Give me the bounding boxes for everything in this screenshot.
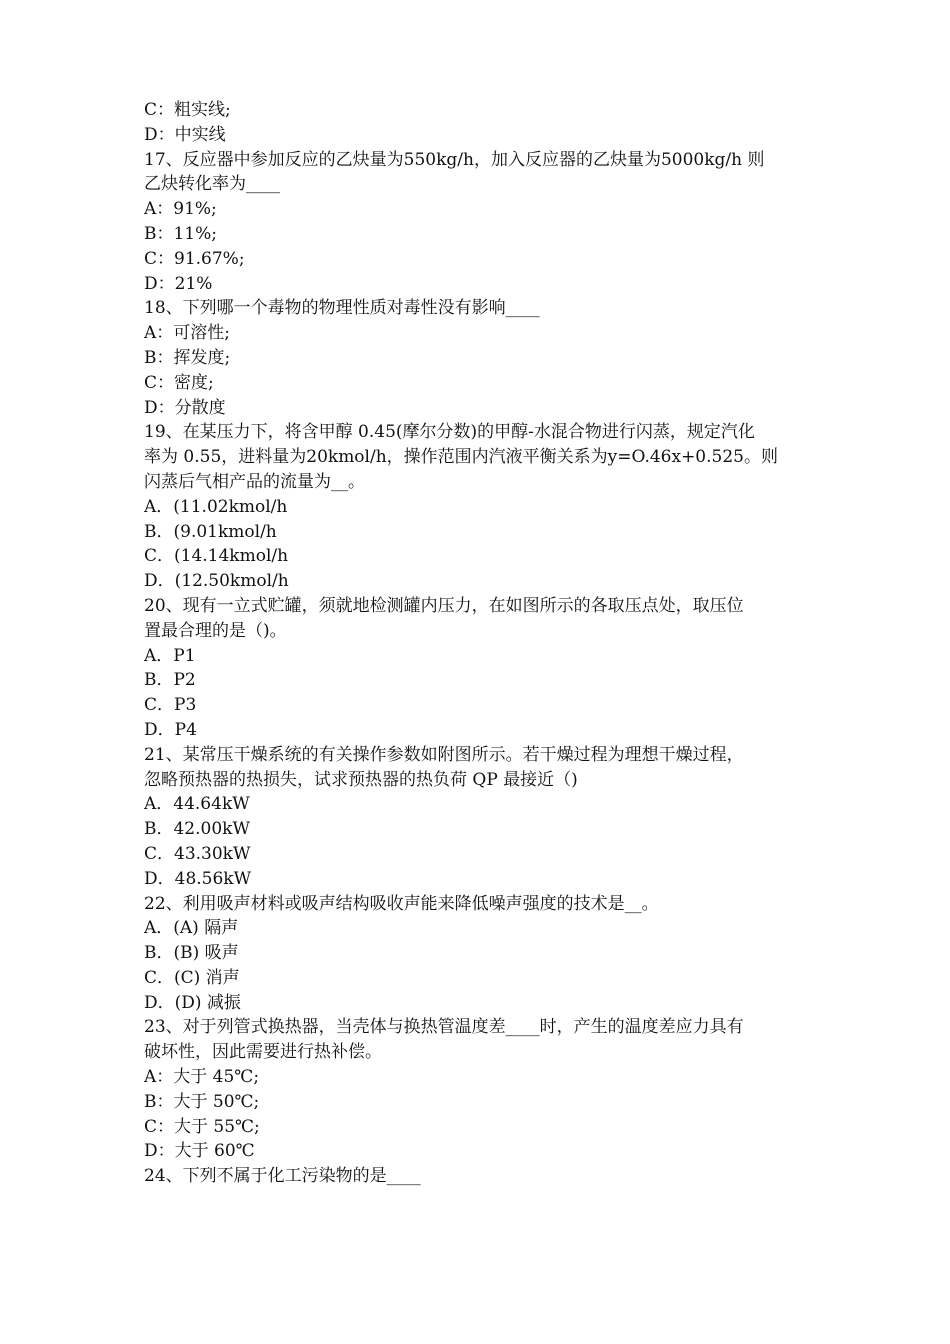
option-c: C．43.30kW — [144, 843, 251, 864]
text-line: 率为 0.55，进料量为20kmol/h，操作范围内汽液平衡关系为y=O.46x+0.525。则 — [144, 447, 778, 468]
text-line: C：粗实线; — [144, 100, 231, 120]
option-c: C．(14.14kmol/h — [144, 546, 289, 567]
option-b: B：11%; — [144, 223, 218, 244]
option-b: B．P2 — [144, 670, 196, 691]
option-d: D．(12.50kmol/h — [144, 571, 289, 592]
text-line: 闪蒸后气相产品的流量为__。 — [144, 471, 365, 492]
option-c: C．P3 — [144, 695, 197, 716]
question-24-stem: 24、下列不属于化工污染物的是____ — [144, 1166, 421, 1187]
text-line: 置最合理的是（)。 — [144, 620, 287, 641]
text-line: 乙炔转化率为____ — [144, 174, 280, 195]
question-17-stem: 17、反应器中参加反应的乙炔量为550kg/h，加入反应器的乙炔量为5000kg/h 则 — [144, 149, 765, 170]
option-b: B．(B) 吸声 — [144, 943, 239, 964]
question-20-stem: 20、现有一立式贮罐，须就地检测罐内压力，在如图所示的各取压点处，取压位 — [144, 595, 744, 616]
option-c: C．(C) 消声 — [144, 967, 240, 988]
option-c: C：91.67%; — [144, 248, 245, 269]
option-a: A．44.64kW — [144, 794, 250, 815]
option-a: A．P1 — [144, 645, 196, 666]
option-d: D．P4 — [144, 719, 197, 740]
option-d: D．(D) 减振 — [144, 992, 241, 1013]
text-line: 忽略预热器的热损失，试求预热器的热负荷 QP 最接近（) — [144, 769, 578, 790]
option-d: D：21% — [144, 273, 213, 294]
document-page — [144, 98, 824, 1189]
option-d: D．48.56kW — [144, 868, 252, 889]
text-line: 破坏性，因此需要进行热补偿。 — [144, 1042, 382, 1063]
option-b: B．42.00kW — [144, 819, 250, 840]
option-b: B：挥发度; — [144, 347, 231, 368]
option-d: D：大于 60℃ — [144, 1141, 255, 1162]
question-23-stem: 23、对于列管式换热器，当壳体与换热管温度差____时，产生的温度差应力具有 — [144, 1017, 744, 1038]
option-a: A：91%; — [144, 199, 217, 220]
option-a: A．(A) 隔声 — [144, 918, 239, 939]
question-18-stem: 18、下列哪一个毒物的物理性质对毒性没有影响____ — [144, 298, 540, 319]
question-19-stem: 19、在某压力下，将含甲醇 0.45(摩尔分数)的甲醇-水混合物进行闪蒸，规定汽化 — [144, 422, 755, 443]
option-a: A：大于 45℃; — [144, 1067, 260, 1088]
option-c: C：密度; — [144, 372, 214, 393]
question-21-stem: 21、某常压干燥系统的有关操作参数如附图所示。若干燥过程为理想干燥过程， — [144, 744, 744, 765]
text-line: D：中实线 — [144, 124, 226, 145]
option-b: B．(9.01kmol/h — [144, 521, 277, 542]
option-a: A：可溶性; — [144, 323, 231, 344]
option-c: C：大于 55℃; — [144, 1116, 260, 1137]
option-d: D：分散度 — [144, 397, 226, 418]
option-b: B：大于 50℃; — [144, 1091, 260, 1112]
question-22-stem: 22、利用吸声材料或吸声结构吸收声能来降低噪声强度的技术是__。 — [144, 893, 659, 914]
option-a: A．(11.02kmol/h — [144, 496, 288, 517]
